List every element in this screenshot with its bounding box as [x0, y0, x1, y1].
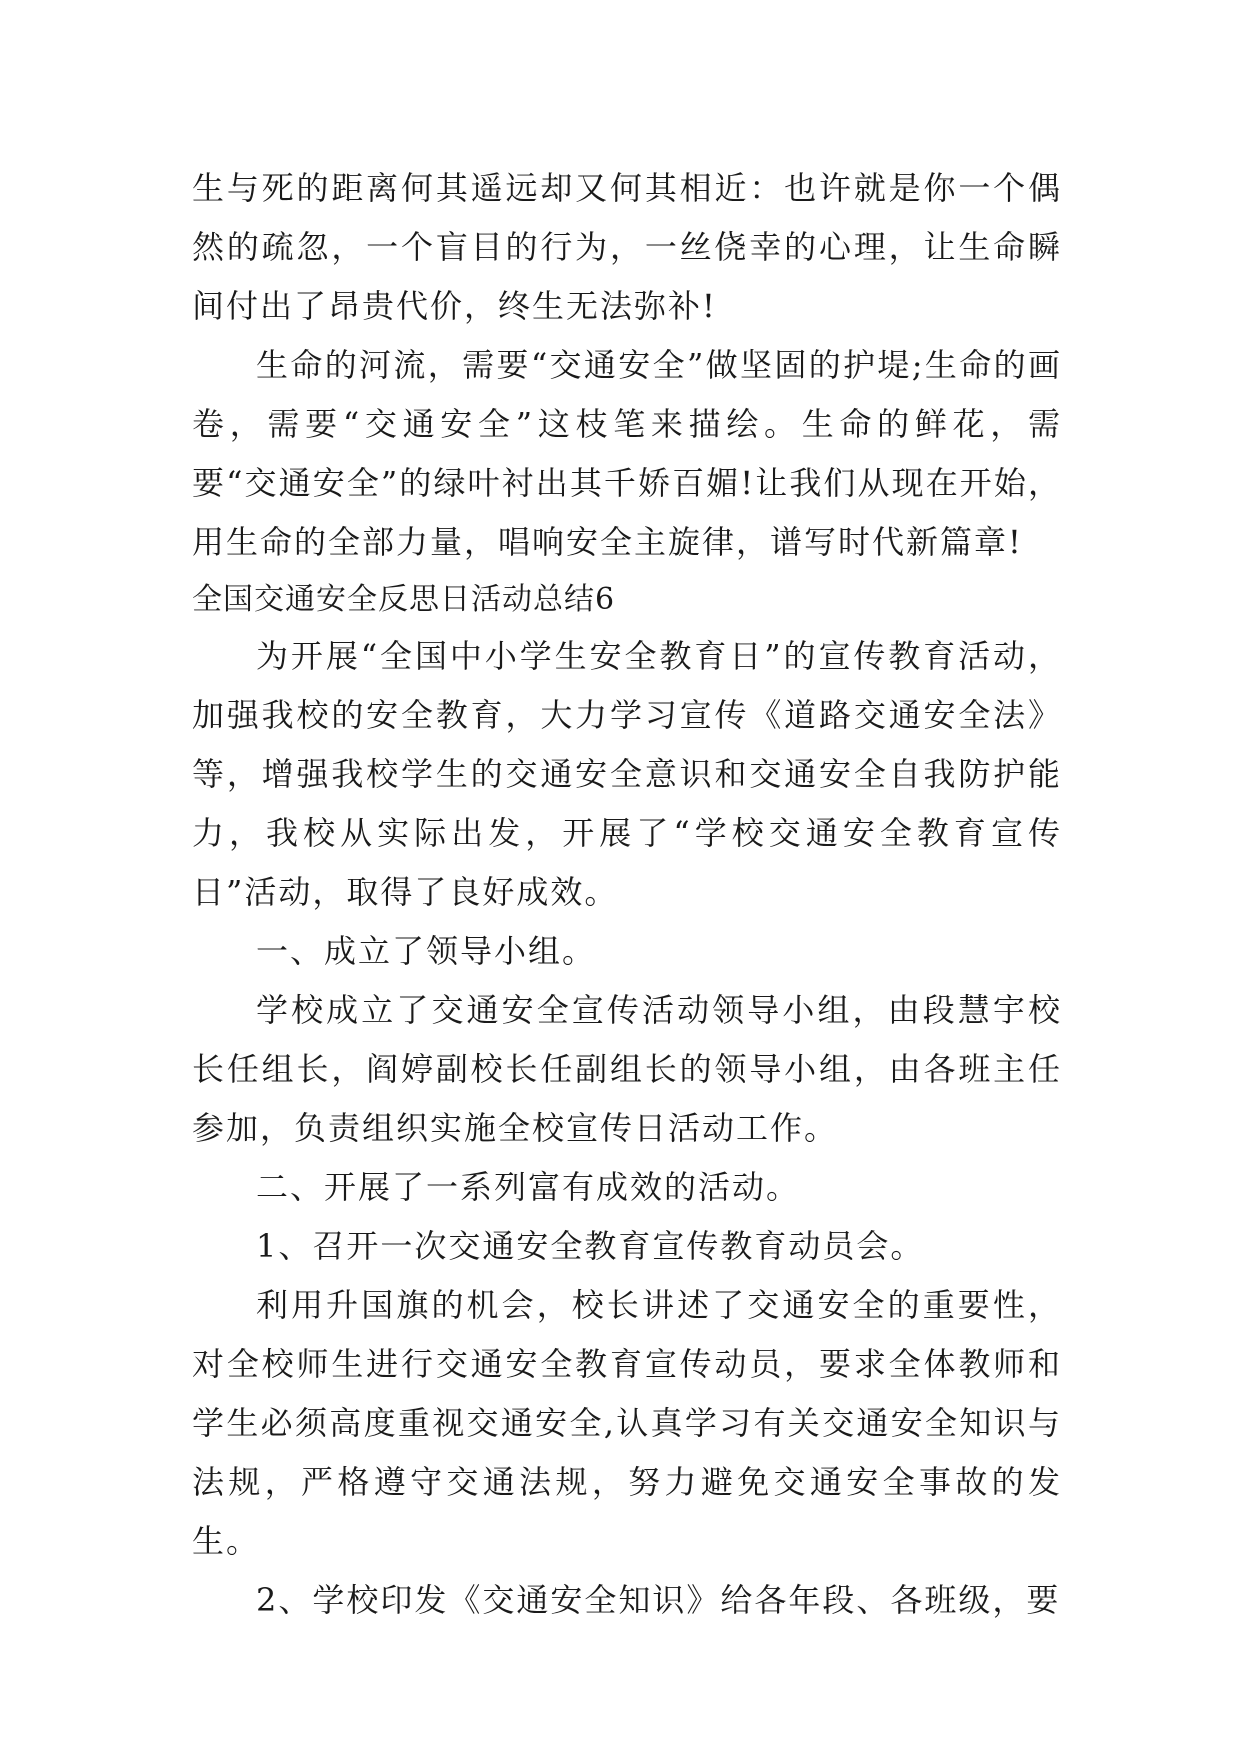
- paragraph-8: 利用升国旗的机会，校长讲述了交通安全的重要性，对全校师生进行交通安全教育宣传动员，要求全体教师和学生必须高度重视交通安全,认真学习有关交通安全知识与法规，严格遵守交通法规，努力避免交通安全事故的发生。: [192, 1286, 1062, 1560]
- paragraph-1: 生与死的距离何其遥远却又何其相近：也许就是你一个偶然的疏忽，一个盲目的行为，一丝侥幸的心理，让生命瞬间付出了昂贵代价，终生无法弥补!: [192, 169, 1062, 325]
- paragraph-2: 生命的河流，需要“交通安全”做坚固的护堤;生命的画卷，需要“交通安全”这枝笔来描绘。生命的鲜花，需要“交通安全”的绿叶衬出其千娇百媚!让我们从现在开始，用生命的全部力量，唱响安全主旋律，谱写时代新篇章!: [192, 346, 1062, 561]
- paragraph-4: 一、成立了领导小组。: [256, 932, 597, 970]
- paragraph-7: 1、召开一次交通安全教育宣传教育动员会。: [256, 1227, 925, 1265]
- document-body: [192, 159, 1062, 1630]
- paragraph-6: 二、开展了一系列富有成效的活动。: [256, 1168, 801, 1206]
- section-heading: 全国交通安全反思日活动总结6: [192, 582, 616, 617]
- paragraph-9: 2、学校印发《交通安全知识》给各年段、各班级，要: [256, 1581, 1061, 1619]
- paragraph-5: 学校成立了交通安全宣传活动领导小组，由段慧宇校长任组长，阎婷副校长任副组长的领导小组，由各班主任参加，负责组织实施全校宣传日活动工作。: [192, 991, 1062, 1147]
- paragraph-3: 为开展“全国中小学生安全教育日”的宣传教育活动，加强我校的安全教育，大力学习宣传《道路交通安全法》等，增强我校学生的交通安全意识和交通安全自我防护能力，我校从实际出发，开展了“学校交通安全教育宣传日”活动，取得了良好成效。: [192, 637, 1062, 911]
